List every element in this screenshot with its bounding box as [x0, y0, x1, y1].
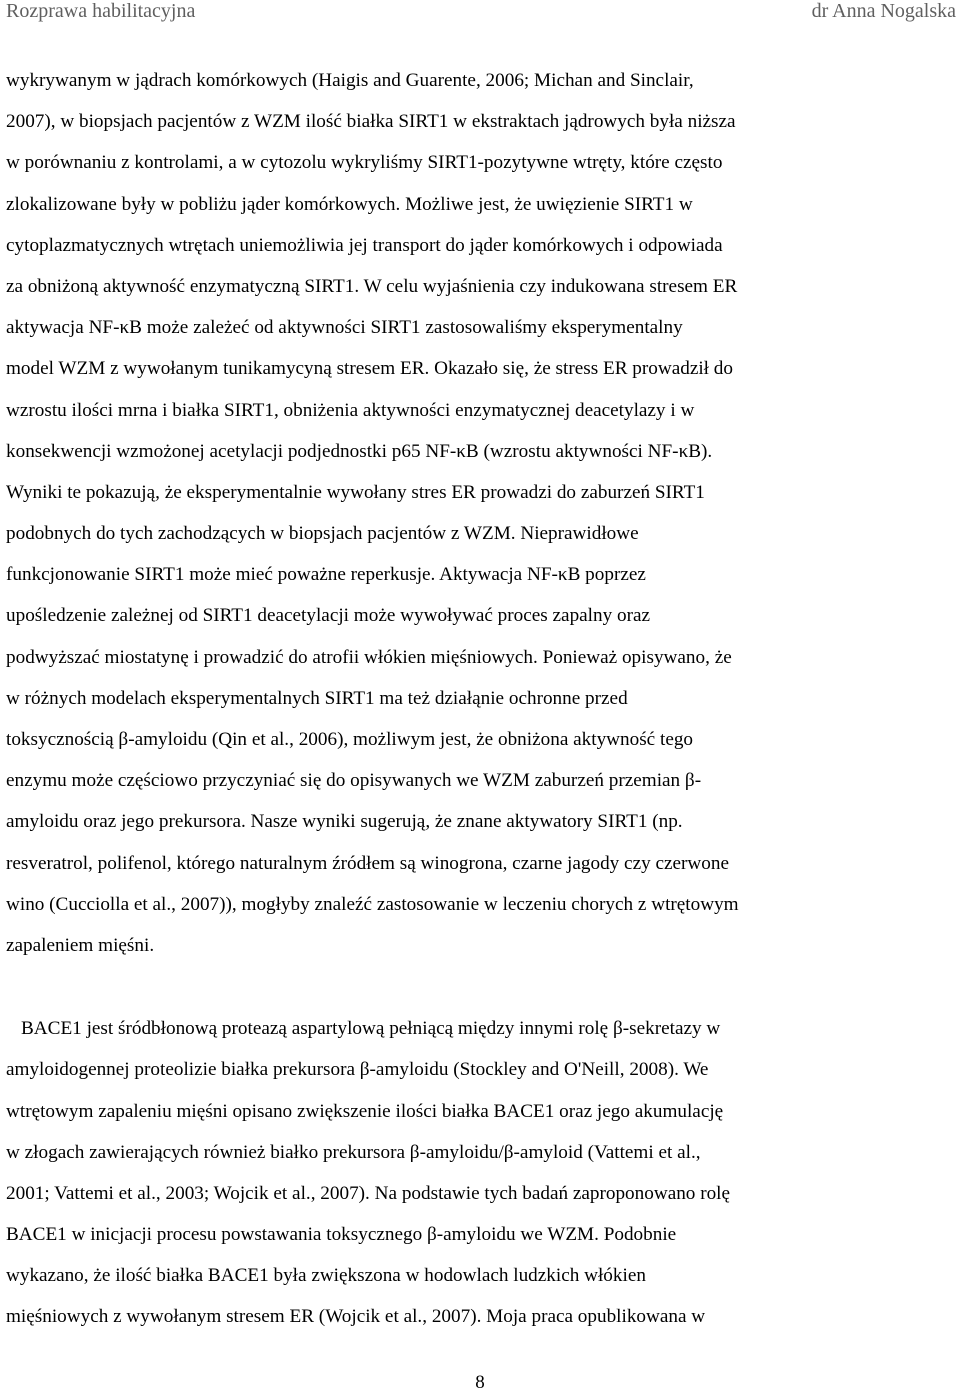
- text-line: wzrostu ilości mrna i białka SIRT1, obniżenia aktywności enzymatycznej deacetylazy i w: [6, 399, 695, 421]
- text-line: 2001; Vattemi et al., 2003; Wojcik et al., 2007). Na podstawie tych badań zaproponowano rolę: [6, 1182, 731, 1204]
- text-line: 2007), w biopsjach pacjentów z WZM ilość białka SIRT1 w ekstraktach jądrowych była niższa: [6, 111, 736, 133]
- text-line: zapaleniem mięśni.: [6, 934, 155, 956]
- paragraph-1: [6, 60, 956, 966]
- text-line: w porównaniu z kontrolami, a w cytozolu wykryliśmy SIRT1-pozytywne wtręty, które często: [6, 152, 723, 174]
- text-line: wykazano, że ilość białka BACE1 była zwiększona w hodowlach ludzkich włókien: [6, 1265, 646, 1287]
- text-line: upośledzenie zależnej od SIRT1 deacetylacji może wywoływać proces zapalny oraz: [6, 605, 651, 627]
- text-line: cytoplazmatycznych wtrętach uniemożliwia jej transport do jąder komórkowych i odpowiada: [6, 234, 723, 256]
- text-line: funkcjonowanie SIRT1 może mieć poważne reperkusje. Aktywacja NF-κB poprzez: [6, 564, 646, 586]
- text-line: w różnych modelach eksperymentalnych SIRT1 ma też działąnie ochronne przed: [6, 687, 628, 709]
- text-line: w złogach zawierających również białko prekursora β-amyloidu/β-amyloid (Vattemi et al.,: [6, 1141, 701, 1163]
- text-line: toksycznością β-amyloidu (Qin et al., 2006), możliwym jest, że obniżona aktywność tego: [6, 729, 694, 750]
- text-line: mięśniowych z wywołanym stresem ER (Wojcik et al., 2007). Moja praca opublikowana w: [6, 1306, 706, 1328]
- text-line: za obniżoną aktywność enzymatyczną SIRT1. W celu wyjaśnienia czy indukowana stresem ER: [6, 275, 738, 297]
- text-line: wtrętowym zapaleniu mięśni opisano zwiększenie ilości białka BACE1 oraz jego akumulację: [6, 1100, 724, 1122]
- text-line: BACE1 w inicjacji procesu powstawania toksycznego β-amyloidu we WZM. Podobnie: [6, 1224, 677, 1246]
- text-line: podobnych do tych zachodzących w biopsjach pacjentów z WZM. Nieprawidłowe: [6, 523, 639, 545]
- paragraph-spacer: [6, 966, 956, 1008]
- text-line: BACE1 jest śródbłonową proteazą aspartylową pełniącą między innymi rolę β-sekretazy w: [21, 1018, 721, 1040]
- text-line: amyloidogennej proteolizie białka prekursora β-amyloidu (Stockley and O'Neill, 2008). We: [6, 1059, 709, 1081]
- document-body: [6, 60, 956, 1338]
- text-line: zlokalizowane były w pobliżu jąder komórkowych. Możliwe jest, że uwięzienie SIRT1 w: [6, 193, 693, 215]
- page-number: 8: [475, 1372, 485, 1393]
- text-line: wykrywanym w jądrach komórkowych (Haigis and Guarente, 2006; Michan and Sinclair,: [6, 70, 694, 91]
- text-line: model WZM z wywołanym tunikamycyną stresem ER. Okazało się, że stress ER prowadził do: [6, 358, 733, 380]
- paragraph-2: [6, 1008, 956, 1338]
- page-header: [0, 0, 960, 26]
- text-line: amyloidu oraz jego prekursora. Nasze wyniki sugerują, że znane aktywatory SIRT1 (np.: [6, 811, 683, 833]
- text-line: resveratrol, polifenol, którego naturalnym źródłem są winogrona, czarne jagody czy czerwone: [6, 852, 729, 874]
- text-line: konsekwencji wzmożonej acetylacji podjednostki p65 NF-κB (wzrostu aktywności NF-κB).: [6, 440, 713, 462]
- text-line: wino (Cucciolla et al., 2007)), mogłyby znaleźć zastosowanie w leczeniu chorych z wtrętowym: [6, 893, 739, 915]
- header-author: dr Anna Nogalska: [811, 0, 956, 22]
- text-line: aktywacja NF-κB może zależeć od aktywności SIRT1 zastosowaliśmy eksperymentalny: [6, 317, 683, 339]
- text-line: podwyższać miostatynę i prowadzić do atrofii włókien mięśniowych. Ponieważ opisywano, że: [6, 646, 732, 668]
- header-title: Rozprawa habilitacyjna: [6, 0, 196, 22]
- text-line: enzymu może częściowo przyczyniać się do opisywanych we WZM zaburzeń przemian β-: [6, 770, 702, 792]
- text-line: Wyniki te pokazują, że eksperymentalnie wywołany stres ER prowadzi do zaburzeń SIRT1: [6, 481, 705, 503]
